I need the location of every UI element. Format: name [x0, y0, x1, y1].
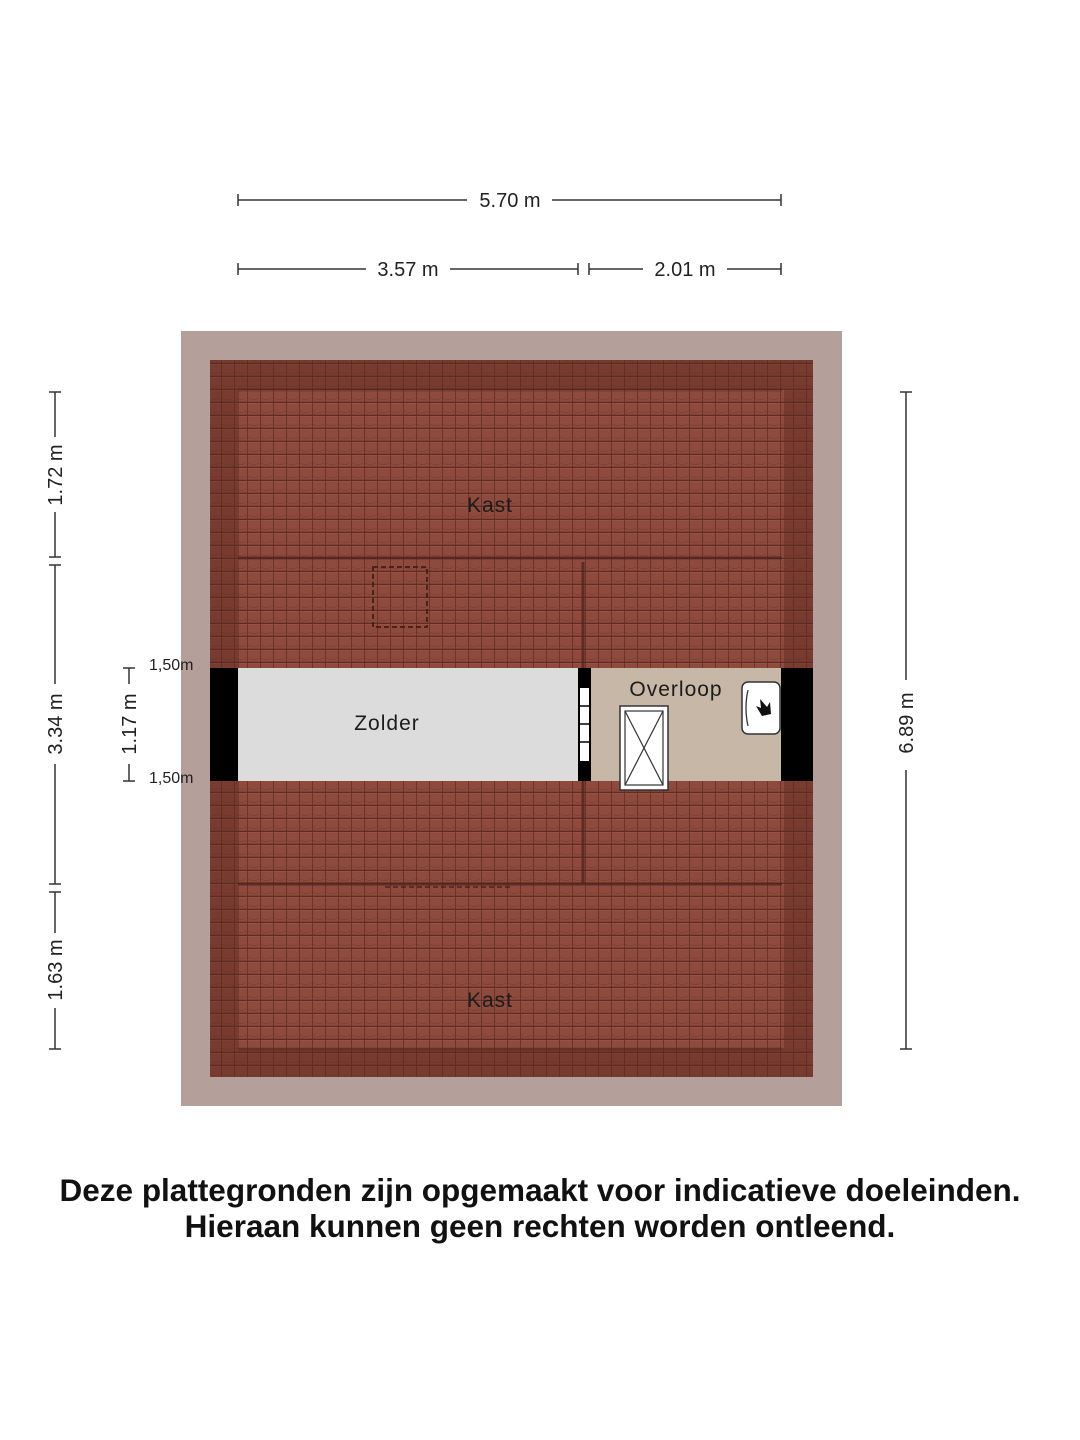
room-label-overloop: Overloop: [629, 678, 723, 701]
dim-top-right: 2.01 m: [654, 259, 716, 281]
dim-left-bottom: 1.63 m: [45, 939, 67, 1001]
dim-top-left: 3.57 m: [377, 259, 439, 281]
disclaimer-line-1: Deze plattegronden zijn opgemaakt voor indicatieve doeleinden.: [59, 1172, 1021, 1208]
disclaimer-line-2: Hieraan kunnen geen rechten worden ontleend.: [184, 1208, 896, 1244]
stair-opening-icon: [620, 706, 668, 790]
wall-right: [781, 668, 813, 781]
room-label-kast-bottom: Kast: [466, 989, 514, 1012]
height-mark-top: 1,50m: [149, 657, 194, 674]
dim-inner-height: 1.17 m: [119, 693, 141, 755]
height-mark-bottom: 1,50m: [149, 770, 194, 787]
room-label-zolder: Zolder: [354, 712, 420, 735]
dim-left-middle: 3.34 m: [45, 693, 67, 755]
dim-right-total: 6.89 m: [896, 692, 918, 754]
disclaimer: [0, 1172, 1080, 1244]
roof-plan: [210, 360, 813, 1077]
heating-boiler-icon: [742, 682, 780, 734]
wall-left: [210, 668, 238, 781]
dim-left-top: 1.72 m: [45, 444, 67, 506]
dim-top-total: 5.70 m: [479, 190, 541, 212]
room-label-kast-top: Kast: [466, 494, 514, 517]
